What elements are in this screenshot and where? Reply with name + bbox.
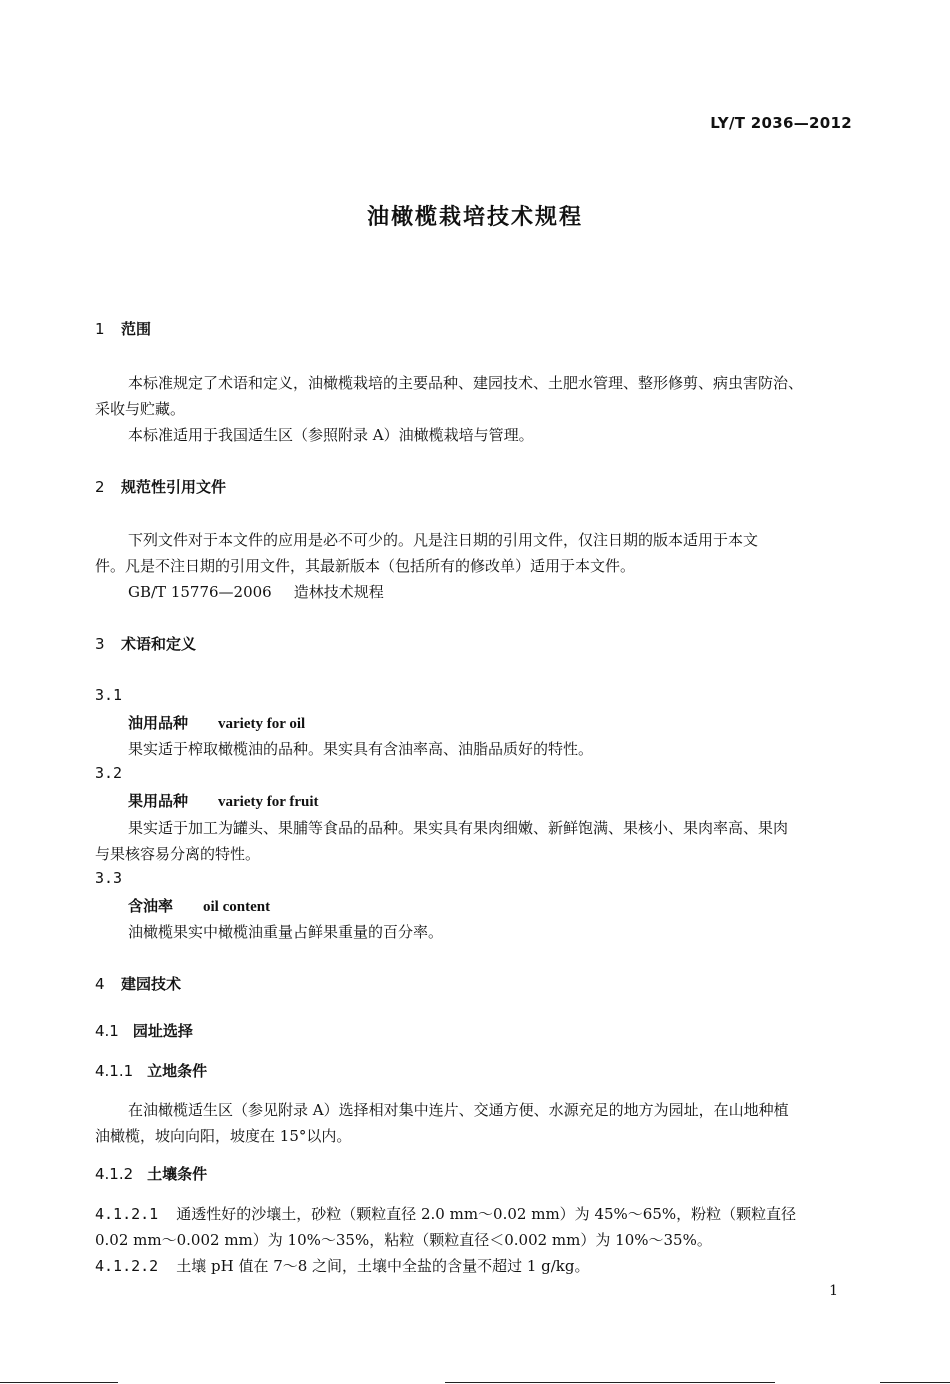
bottom-edge-rule: [880, 1382, 950, 1383]
reference-title: 造林技术规程: [293, 583, 384, 601]
section-number: 1: [95, 320, 105, 338]
scope-paragraph-line2: 采收与贮藏。: [95, 400, 186, 418]
reference-code: GB/T 15776—2006: [128, 583, 272, 601]
section-number: 4: [95, 975, 105, 993]
subsection-number: 4.1.2: [95, 1165, 134, 1183]
page-number: 1: [829, 1283, 838, 1299]
section-number: 2: [95, 478, 105, 496]
site-conditions-line1: 在油橄榄适生区（参见附录 A）选择相对集中连片、交通方便、水源充足的地方为园址，在山地种植: [128, 1101, 789, 1119]
term-definition: 果实适于榨取橄榄油的品种。果实具有含油率高、油脂品质好的特性。: [128, 740, 594, 758]
subsection-4-1-2-heading: [95, 1163, 207, 1184]
references-paragraph-line2: 件。凡是不注日期的引用文件，其最新版本（包括所有的修改单）适用于本文件。: [95, 557, 636, 575]
term-chinese: 含油率: [128, 897, 174, 915]
subsection-number: 4.1: [95, 1022, 119, 1040]
term-heading: [128, 712, 305, 733]
standard-code: LY/T 2036—2012: [710, 114, 852, 132]
term-english: variety for oil: [218, 716, 306, 732]
term-chinese: 果用品种: [128, 792, 189, 810]
bottom-edge-rule: [445, 1382, 775, 1383]
section-title: 范围: [121, 320, 152, 338]
clause-text: 通透性好的沙壤土，砂粒（颗粒直径 2.0 mm～0.02 mm）为 45%～65%，粉粒（颗粒直径: [176, 1205, 797, 1223]
clause-4-1-2-1-line2: 0.02 mm～0.002 mm）为 10%～35%，粘粒（颗粒直径＜0.002 mm）为 10%～35%。: [95, 1231, 712, 1249]
subsection-title: 土壤条件: [147, 1165, 208, 1183]
subsection-4-1-1-heading: [95, 1060, 207, 1081]
section-2-heading: [95, 476, 226, 497]
reference-entry: [128, 580, 384, 605]
document-title: 油橄榄栽培技术规程: [366, 205, 583, 230]
bottom-edge-rule: [0, 1382, 118, 1383]
clause-number: 4.1.2.1: [95, 1205, 159, 1223]
section-title: 建园技术: [121, 975, 182, 993]
scope-paragraph-line1: 本标准规定了术语和定义，油橄榄栽培的主要品种、建园技术、土肥水管理、整形修剪、病虫害防治、: [128, 374, 804, 392]
term-definition-line2: 与果核容易分离的特性。: [95, 845, 261, 863]
clause-text: 土壤 pH 值在 7～8 之间，土壤中全盐的含量不超过 1 g/kg。: [176, 1257, 590, 1275]
clause-4-1-2-2: [95, 1254, 590, 1279]
clause-number: 4.1.2.2: [95, 1257, 159, 1275]
clause-4-1-2-1-line1: [95, 1202, 796, 1227]
section-title: 规范性引用文件: [121, 478, 227, 496]
section-4-heading: [95, 973, 181, 994]
term-english: variety for fruit: [218, 794, 319, 810]
section-title: 术语和定义: [121, 635, 197, 653]
term-number: 3.2: [95, 764, 123, 782]
term-number: 3.3: [95, 869, 123, 887]
subsection-4-1-heading: [95, 1020, 193, 1041]
section-1-heading: [95, 318, 151, 339]
scope-applicability: 本标准适用于我国适生区（参照附录 A）油橄榄栽培与管理。: [128, 426, 534, 444]
section-number: 3: [95, 635, 105, 653]
term-chinese: 油用品种: [128, 714, 189, 732]
term-definition: 油橄榄果实中橄榄油重量占鲜果重量的百分率。: [128, 923, 444, 941]
subsection-title: 园址选择: [132, 1022, 193, 1040]
term-number: 3.1: [95, 686, 123, 704]
term-english: oil content: [203, 899, 271, 915]
section-3-heading: [95, 633, 196, 654]
term-heading: [128, 895, 270, 916]
subsection-number: 4.1.1: [95, 1062, 134, 1080]
site-conditions-line2: 油橄榄，坡向向阳，坡度在 15°以内。: [95, 1127, 352, 1145]
term-definition-line1: 果实适于加工为罐头、果脯等食品的品种。果实具有果肉细嫩、新鲜饱满、果核小、果肉率高、果肉: [128, 819, 789, 837]
references-paragraph-line1: 下列文件对于本文件的应用是必不可少的。凡是注日期的引用文件，仅注日期的版本适用于本文: [128, 531, 759, 549]
term-heading: [128, 790, 319, 811]
subsection-title: 立地条件: [147, 1062, 208, 1080]
